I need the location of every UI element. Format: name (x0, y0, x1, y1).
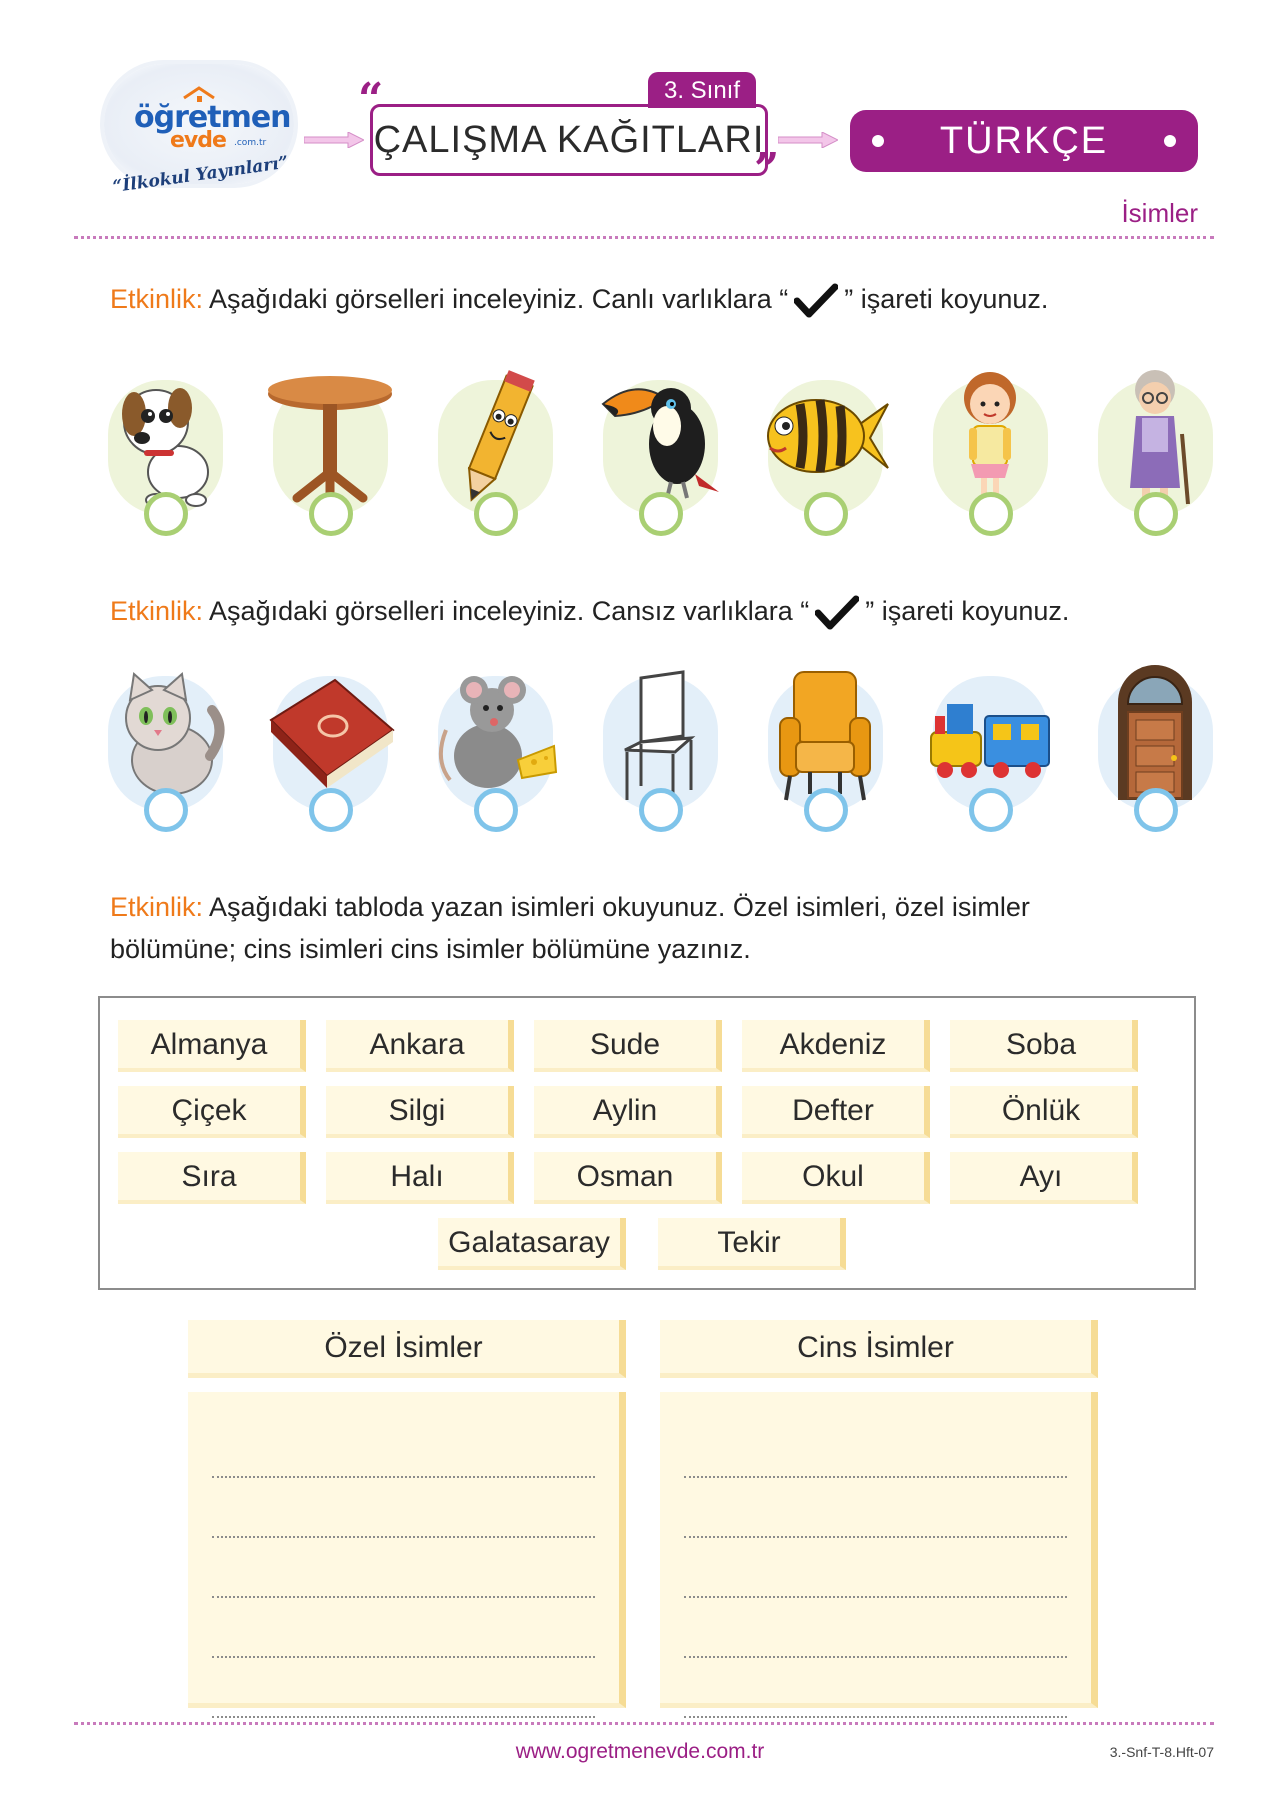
answer-line[interactable] (684, 1418, 1067, 1478)
answer-circle[interactable] (309, 492, 353, 536)
answer-circle[interactable] (804, 492, 848, 536)
answer-circle[interactable] (639, 788, 683, 832)
activity1-text-after: ” işareti koyunuz. (844, 284, 1049, 314)
common-nouns-header: Cins İsimler (660, 1320, 1098, 1378)
title-frame (370, 104, 768, 176)
answer-circle[interactable] (474, 492, 518, 536)
dot-icon (1164, 135, 1176, 147)
activity-label: Etkinlik: (110, 892, 204, 922)
header-divider (74, 236, 1214, 239)
answer-line[interactable] (684, 1598, 1067, 1658)
word-cell: Soba (950, 1020, 1138, 1072)
logo-word-evde: evde (170, 128, 226, 153)
proper-nouns-header: Özel İsimler (188, 1320, 626, 1378)
answer-circle[interactable] (1134, 788, 1178, 832)
answer-line[interactable] (212, 1598, 595, 1658)
word-table (98, 996, 1196, 1290)
dot-icon (872, 135, 884, 147)
activity1-text-before: Aşağıdaki görselleri inceleyiniz. Canlı varlıklara “ (209, 284, 789, 314)
word-cell: Ankara (326, 1020, 514, 1072)
answer-circle[interactable] (639, 492, 683, 536)
answer-line[interactable] (212, 1478, 595, 1538)
answer-line[interactable] (212, 1658, 595, 1718)
door-card (1080, 656, 1230, 846)
fish-card (750, 360, 900, 550)
activity3-instruction (110, 886, 1030, 970)
word-cell: Okul (742, 1152, 930, 1204)
activity3-text-line1: Aşağıdaki tabloda yazan isimleri okuyunuz. Özel isimleri, özel isimler (209, 892, 1030, 922)
logo-domain-suffix: .com.tr (234, 138, 267, 148)
girl-card (915, 360, 1065, 550)
checkmark-icon (794, 283, 838, 319)
toucan-card (585, 360, 735, 550)
word-cell: Osman (534, 1152, 722, 1204)
answer-circle[interactable] (144, 492, 188, 536)
answer-circle[interactable] (969, 788, 1013, 832)
arrow-right-icon (304, 132, 364, 148)
publisher-logo (104, 64, 294, 204)
answer-line[interactable] (684, 1658, 1067, 1718)
answer-circle[interactable] (804, 788, 848, 832)
activity2-image-row (90, 656, 1230, 846)
word-cell: Çiçek (118, 1086, 306, 1138)
logo-word-ogretmen: öğretmen (134, 100, 291, 135)
word-cell: Önlük (950, 1086, 1138, 1138)
word-cell: Sude (534, 1020, 722, 1072)
answer-line[interactable] (684, 1478, 1067, 1538)
book-card (255, 656, 405, 846)
activity-label: Etkinlik: (110, 596, 204, 626)
dog-card (90, 360, 240, 550)
word-cell: Tekir (658, 1218, 846, 1270)
logo-tagline: “İlkokul Yayınları” (111, 152, 290, 198)
grandmother-card (1080, 360, 1230, 550)
toy-train-card (915, 656, 1065, 846)
subject-label: TÜRKÇE (939, 119, 1109, 162)
answer-circle[interactable] (309, 788, 353, 832)
subject-banner (850, 110, 1198, 172)
answer-line[interactable] (212, 1418, 595, 1478)
answer-circle[interactable] (474, 788, 518, 832)
grade-badge: 3. Sınıf (648, 72, 756, 108)
activity1-instruction (110, 278, 1048, 320)
footer-document-code: 3.-Snf-T-8.Hft-07 (1109, 1744, 1214, 1760)
answer-circle[interactable] (969, 492, 1013, 536)
cat-card (90, 656, 240, 846)
common-nouns-answer-area (660, 1392, 1098, 1708)
word-cell: Almanya (118, 1020, 306, 1072)
close-quote-icon: ” (754, 144, 780, 195)
word-cell: Silgi (326, 1086, 514, 1138)
word-cell: Sıra (118, 1152, 306, 1204)
activity2-instruction (110, 590, 1069, 632)
armchair-card (750, 656, 900, 846)
answer-line[interactable] (684, 1538, 1067, 1598)
answer-circle[interactable] (1134, 492, 1178, 536)
topic-label: İsimler (1121, 198, 1198, 228)
pencil-card (420, 360, 570, 550)
open-quote-icon: “ (358, 74, 384, 125)
activity-label: Etkinlik: (110, 284, 204, 314)
worksheet-title: ÇALIŞMA KAĞITLARI (373, 118, 765, 161)
activity2-text-before: Aşağıdaki görselleri inceleyiniz. Cansız varlıklara “ (209, 596, 810, 626)
chair-card (585, 656, 735, 846)
word-cell: Akdeniz (742, 1020, 930, 1072)
activity2-text-after: ” işareti koyunuz. (865, 596, 1070, 626)
footer-divider (74, 1722, 1214, 1725)
word-cell: Galatasaray (438, 1218, 626, 1270)
answer-circle[interactable] (144, 788, 188, 832)
table-card (255, 360, 405, 550)
proper-nouns-answer-area (188, 1392, 626, 1708)
word-cell: Aylin (534, 1086, 722, 1138)
answer-line[interactable] (212, 1538, 595, 1598)
footer-website-link[interactable]: www.ogretmenevde.com.tr (515, 1740, 765, 1763)
mouse-card (420, 656, 570, 846)
word-cell: Defter (742, 1086, 930, 1138)
checkmark-icon (815, 595, 859, 631)
word-cell: Halı (326, 1152, 514, 1204)
activity1-image-row (90, 360, 1230, 550)
word-cell: Ayı (950, 1152, 1138, 1204)
arrow-right-icon (778, 132, 838, 148)
activity3-text-line2: bölümüne; cins isimleri cins isimler bölümüne yazınız. (110, 934, 751, 964)
